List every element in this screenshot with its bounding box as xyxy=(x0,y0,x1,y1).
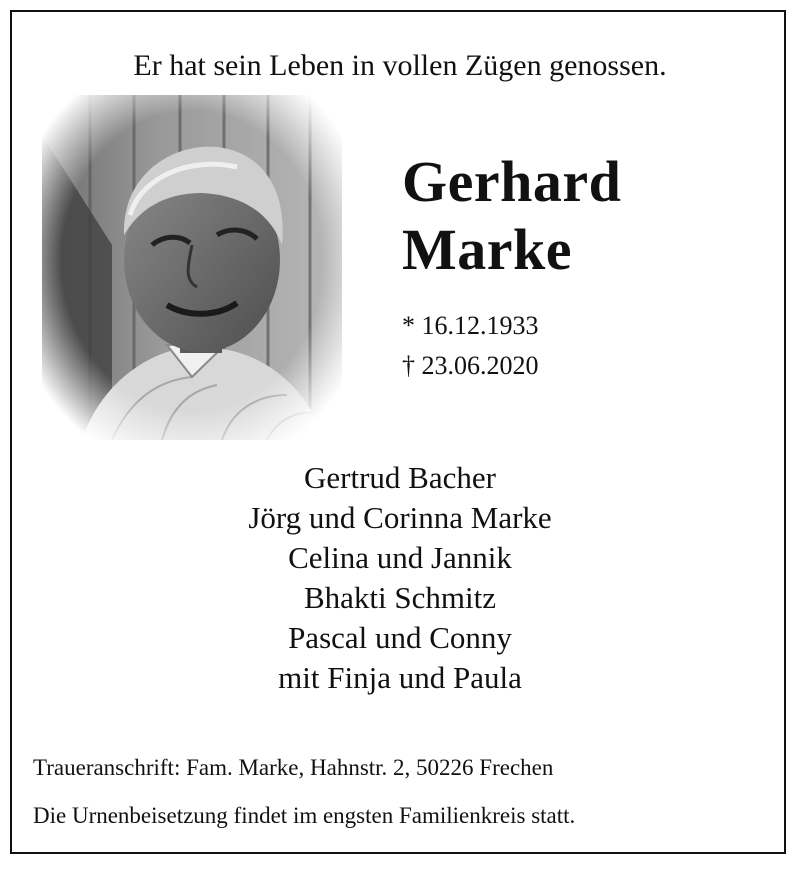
mourner-line: mit Finja und Paula xyxy=(278,660,522,695)
last-name: Marke xyxy=(402,217,572,282)
footer-notes xyxy=(33,752,575,832)
mourners-list xyxy=(0,458,800,698)
first-name: Gerhard xyxy=(402,149,622,214)
mourner-line: Gertrud Bacher xyxy=(304,460,496,495)
portrait-photo xyxy=(42,95,342,440)
mourning-address: Traueranschrift: Fam. Marke, Hahnstr. 2, 50226 Frechen xyxy=(33,755,554,780)
mourner-line: Jörg und Corinna Marke xyxy=(248,500,552,535)
motto-line: Er hat sein Leben in vollen Zügen genossen. xyxy=(133,49,667,82)
mourner-line: Pascal und Conny xyxy=(288,620,512,655)
burial-note: Die Urnenbeisetzung findet im engsten Familienkreis statt. xyxy=(33,803,576,828)
mourner-line: Bhakti Schmitz xyxy=(303,580,496,615)
deceased-name xyxy=(402,148,621,284)
mourner-line: Celina und Jannik xyxy=(288,540,512,575)
birth-date: * 16.12.1933 xyxy=(402,311,539,340)
life-dates xyxy=(402,306,539,386)
death-date: † 23.06.2020 xyxy=(402,351,539,380)
